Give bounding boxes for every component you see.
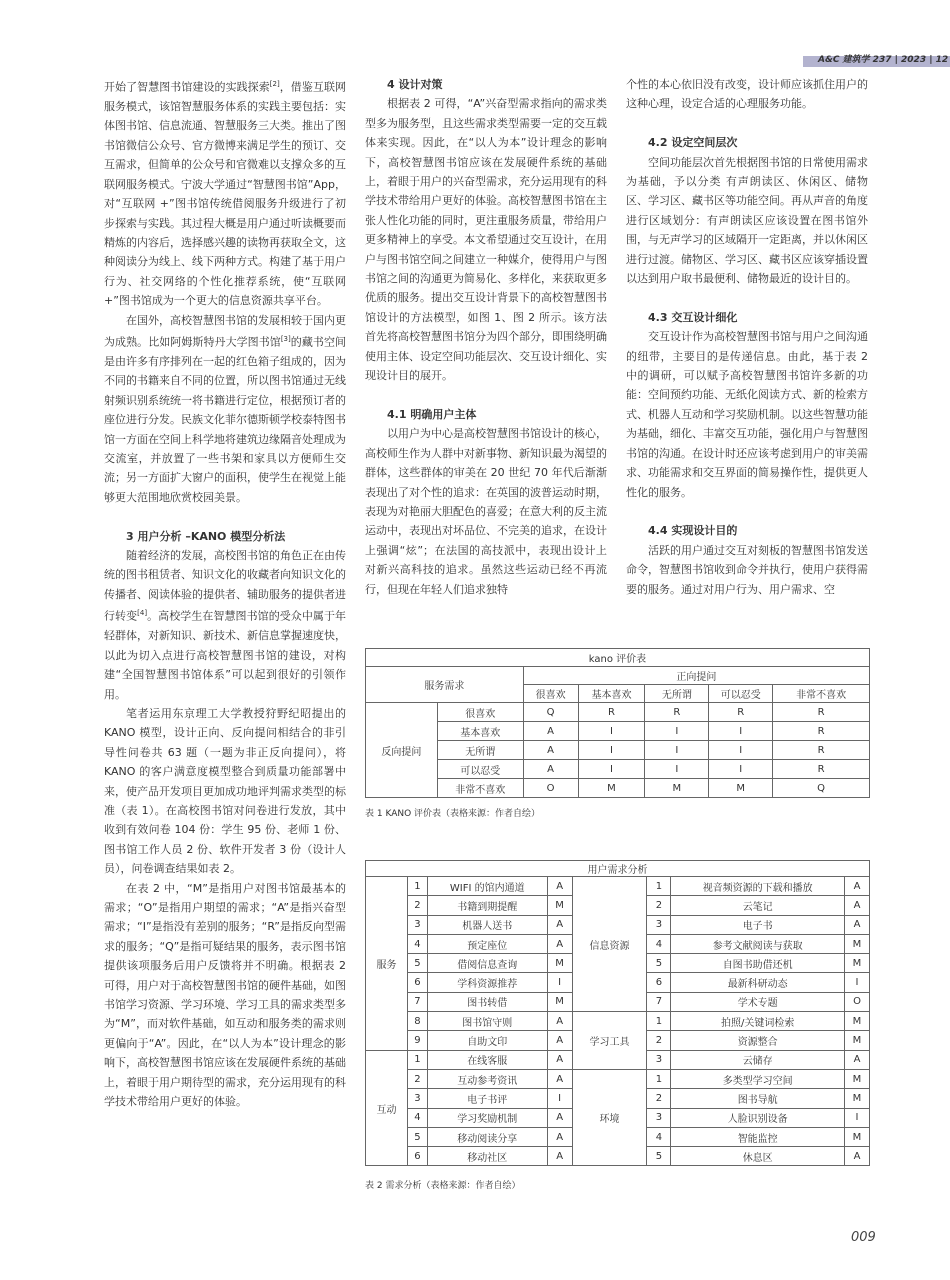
col3-paragraph-3: 交互设计作为高校智慧图书馆与用户之间沟通的纽带，主要目的是传递信息。由此，基于表 2 中的调研，可以赋予高校智慧图书馆许多新的功能：空间预约功能、无纸化阅读方式、新的检索方式、机器人互动和学习奖励机制。以这些智慧功能为基础，细化、丰富交互功能，强化用户与智慧图书馆的沟通。在设计时还应该考虑到用户的审美需求、功能需求和交互界面的简易操作性，提供更人性化的服务。: [626, 330, 868, 499]
table2-item-type: M: [547, 896, 572, 915]
table2-item-name: 电子书评: [427, 1089, 547, 1108]
table2-item-type: I: [547, 973, 572, 992]
table1-row-label: 基本喜欢: [437, 722, 523, 741]
table2-item-number: 5: [647, 954, 671, 973]
col1-paragraph-5: 在表 2 中，“M”是指用户对图书馆最基本的需求；“O”是指用户期望的需求；“A”是指兴奋型需求；“I”是指没有差别的服务；“R”是指反向型需求的服务；“Q”是指可疑结果的服务，表示图书馆提供该项服务后用户反馈将并不明确。根据表 2 可得，用户对于高校智慧图书馆的硬件基础，如图书馆学习资源、学习环境、学习工具的需求类型多为“M”，而对软件基础，如互动和服务类的需求则更偏向于“A”。因此，在“以人为本”设计理念的影响下，高校智慧图书馆应该在发展硬件系统的基础上，着眼于用户期待型的需求，充分运用现有的科学技术带给用户更好的体验。: [104, 881, 346, 1109]
section-heading-4-1: 4.1 明确用户主体: [387, 407, 477, 421]
table1-col-header: 非常不喜欢: [773, 685, 870, 703]
table2-item-name: 拍照/关键词检索: [671, 1012, 845, 1031]
table1-cell: R: [645, 703, 709, 722]
table2-item-number: 5: [647, 1147, 671, 1166]
table1-cell: R: [773, 741, 870, 760]
table2-item-name: 移动社区: [427, 1147, 547, 1166]
table2-item-number: 4: [647, 1127, 671, 1146]
table2-item-type: M: [845, 1012, 870, 1031]
table2-item-name: 预定座位: [427, 934, 547, 953]
table1-cell: R: [709, 703, 773, 722]
table1-cell: I: [645, 722, 709, 741]
table2-item-name: 书籍到期提醒: [427, 896, 547, 915]
table2-item-name: 视音频资源的下载和播放: [671, 877, 845, 896]
table2-item-number: 2: [407, 1069, 427, 1088]
table2-item-name: 图书导航: [671, 1089, 845, 1108]
table1-cell: I: [578, 722, 645, 741]
table2-item-type: M: [845, 934, 870, 953]
table1-row-label: 非常不喜欢: [437, 779, 523, 798]
table2-item-number: 6: [407, 973, 427, 992]
table2-item-name: 云储存: [671, 1050, 845, 1069]
table2-item-number: 3: [647, 1108, 671, 1127]
table2-item-number: 6: [647, 973, 671, 992]
table2-caption: 表 2 需求分析（表格来源：作者自绘）: [365, 1181, 521, 1191]
table1-cell: M: [709, 779, 773, 798]
table2-item-type: I: [547, 1089, 572, 1108]
table2-item-name: 资源整合: [671, 1031, 845, 1050]
table1-cell: I: [709, 741, 773, 760]
col1-paragraph-4: 笔者运用东京理工大学教授狩野纪昭提出的 KANO 模型，设计正向、反向提问相结合的非引导性问卷共 63 题（一题为非正反向提问），将 KANO 的客户满意度模型整合到质量功能部署中来，使产品开发项目更加成功地评判需求类型的标准（表 1）。在高校图书馆对问卷进行发放，其中收到有效问卷 104 份：学生 95 份、老师 1 份、图书馆工作人员 2 份、软件开发者 3 份（设计人员），问卷调查结果如表 2。: [104, 706, 346, 876]
table2-item-number: 2: [647, 896, 671, 915]
table2-item-type: M: [845, 1089, 870, 1108]
table2-item-type: A: [547, 877, 572, 896]
table1-cell: Q: [523, 703, 578, 722]
column-2: [365, 75, 607, 599]
kano-table: [365, 648, 870, 798]
table1-cell: R: [578, 703, 645, 722]
table2-group: 互动: [366, 1050, 408, 1166]
table2-item-type: I: [845, 973, 870, 992]
table1-cell: I: [578, 741, 645, 760]
table2-item-type: O: [845, 992, 870, 1011]
col3-paragraph-1: 个性的本心依旧没有改变，设计师应该抓住用户的这种心理，设定合适的心理服务功能。: [626, 78, 868, 111]
table2-item-type: A: [547, 1147, 572, 1166]
page-number: 009: [851, 1230, 876, 1245]
table1-col-header: 可以忍受: [709, 685, 773, 703]
table2-item-type: A: [845, 1050, 870, 1069]
table1-caption: 表 1 KANO 评价表（表格来源：作者自绘）: [365, 809, 541, 819]
table2-item-name: 自助文印: [427, 1031, 547, 1050]
table1-cell: M: [645, 779, 709, 798]
table2-item-type: A: [547, 915, 572, 934]
table1-reverse-header: 反向提问: [366, 703, 438, 798]
table1-cell: R: [773, 760, 870, 779]
table2-item-number: 1: [647, 1069, 671, 1088]
table2-item-type: M: [845, 954, 870, 973]
table2-item-number: 7: [407, 992, 427, 1011]
col1-paragraph-1: 开始了智慧图书馆建设的实践探索[2]，借鉴互联网服务模式，该馆智慧服务体系的实践主要包括：实体图书馆、信息流通、智慧服务三大类。推出了图书馆微信公众号、官方微博来满足学生的预订、交互需求，但简单的公众号和官微难以支撑众多的互联网服务模式。宁波大学通过“智慧图书馆”App，对“互联网 +”图书馆传统借阅服务升级进行了初步探索与实践。其过程大概是用户通过听读概要而精炼的内容后，选择感兴趣的读物再获取全文，这种阅读分为线上、线下两种方式。构建了基于用户行为、社交网络的个性化推荐系统，使“互联网 +”图书馆成为一个更大的信息资源共享平台。: [104, 80, 347, 308]
table2-item-type: M: [547, 954, 572, 973]
table2-item-number: 1: [407, 1050, 427, 1069]
table2-item-type: A: [547, 1050, 572, 1069]
table2-item-name: 图书馆守则: [427, 1012, 547, 1031]
table1-row-label: 无所谓: [437, 741, 523, 760]
table2-item-type: A: [547, 1127, 572, 1146]
table2-item-name: 云笔记: [671, 896, 845, 915]
table2-item-number: 4: [407, 1108, 427, 1127]
table2-item-number: 1: [407, 877, 427, 896]
table1-cell: R: [773, 703, 870, 722]
table2-group: 学习工具: [572, 1012, 647, 1070]
column-1: [104, 75, 346, 1111]
table1-cell: I: [645, 741, 709, 760]
table2-item-type: A: [547, 1031, 572, 1050]
col3-paragraph-4: 活跃的用户通过交互对刻板的智慧图书馆发送命令，智慧图书馆收到命令并执行，使用户获得需要的服务。通过对用户行为、用户需求、空: [626, 543, 868, 596]
table2-item-type: A: [845, 896, 870, 915]
table2-item-name: 互动参考资讯: [427, 1069, 547, 1088]
journal-header: A&C 建筑学 237 | 2023 | 12: [818, 55, 949, 65]
table1-cell: A: [523, 760, 578, 779]
col3-paragraph-2: 空间功能层次首先根据图书馆的日常使用需求为基础，予以分类 有声朗读区、休闲区、储物区、学习区、藏书区等功能空间。再从声音的角度进行区域划分：有声朗读区应该设置在图书馆外围，与无声学习的区域隔开一定距离，并以休闲区进行过渡。储物区、学习区、藏书区应该穿插设置以达到用户取书最便利、储物最近的设计目的。: [626, 155, 868, 286]
table2-item-name: 休息区: [671, 1147, 845, 1166]
col2-paragraph-1: 根据表 2 可得，“A”兴奋型需求指向的需求类型多为服务型，且这些需求类型需要一定的交互载体来实现。因此，在“以人为本”设计理念的影响下，高校智慧图书馆应该在发展硬件系统的基础上，着眼于用户的兴奋型需求，充分运用现有的科学技术带给用户更好的体验。高校智慧图书馆在主张人性化功能的同时，更注重服务质量，带给用户更多精神上的享受。本文希望通过交互设计，在用户与图书馆空间之间建立一种媒介，使得用户与图书馆之间的沟通更为简易化、多样化，来获取更多优质的服务。提出交互设计背景下的高校智慧图书馆设计的方法模型，如图 1、图 2 所示。该方法首先将高校智慧图书馆分为四个部分，即围绕明确使用主体、设定空间功能层次、交互设计细化、实现设计目的展开。: [365, 97, 607, 383]
table2-item-number: 5: [407, 954, 427, 973]
section-heading-4-2: 4.2 设定空间层次: [648, 136, 738, 150]
table2-item-name: 学习奖励机制: [427, 1108, 547, 1127]
table1-row-label: 可以忍受: [437, 760, 523, 779]
table2-item-number: 1: [647, 1012, 671, 1031]
table2-item-number: 2: [647, 1089, 671, 1108]
table2-item-number: 3: [647, 915, 671, 934]
table2-item-type: A: [845, 915, 870, 934]
table1-col-header: 很喜欢: [523, 685, 578, 703]
table2-item-number: 3: [407, 915, 427, 934]
section-heading-4-4: 4.4 实现设计目的: [648, 524, 738, 538]
table2-item-number: 2: [647, 1031, 671, 1050]
table2-item-name: 自图书助借还机: [671, 954, 845, 973]
table2-item-number: 2: [407, 896, 427, 915]
table2-item-type: M: [845, 1127, 870, 1146]
table2-item-number: 5: [407, 1127, 427, 1146]
table2-item-name: 图书转借: [427, 992, 547, 1011]
table1-cell: I: [645, 760, 709, 779]
table2-item-name: 移动阅读分享: [427, 1127, 547, 1146]
table2-item-type: A: [547, 1012, 572, 1031]
table1-forward-header: 正向提问: [523, 667, 869, 685]
table2-title: 用户需求分析: [366, 861, 870, 877]
table2-item-name: 借阅信息查询: [427, 954, 547, 973]
table1-cell: O: [523, 779, 578, 798]
table2-item-type: A: [547, 1108, 572, 1127]
table2-item-name: 机器人送书: [427, 915, 547, 934]
table2-item-type: A: [547, 1069, 572, 1088]
table1-cell: Q: [773, 779, 870, 798]
table1-cell: M: [578, 779, 645, 798]
table1-cell: I: [709, 722, 773, 741]
table2-group: 信息资源: [572, 877, 647, 1012]
table2-item-name: 参考文献阅读与获取: [671, 934, 845, 953]
section-heading-4-3: 4.3 交互设计细化: [648, 310, 738, 324]
table1-title: kano 评价表: [366, 649, 870, 667]
table1-cell: I: [709, 760, 773, 779]
table2-item-number: 6: [407, 1147, 427, 1166]
table2-item-number: 7: [647, 992, 671, 1011]
table1-cell: I: [578, 760, 645, 779]
table1-col-header: 基本喜欢: [578, 685, 645, 703]
table2-item-name: 学科资源推荐: [427, 973, 547, 992]
table1-service-need: 服务需求: [366, 667, 524, 703]
col2-paragraph-2: 以用户为中心是高校智慧图书馆设计的核心，高校师生作为人群中对新事物、新知识最为渴望的群体，这些群体的审美在 20 世纪 70 年代后渐渐表现出了对个性的追求：在英国的波普运动时期，表现为对艳丽大胆配色的喜爱；在意大利的反主流运动中，表现出对坏品位、不完美的追求，在设计上强调“炫”；在法国的高技派中，表现出设计上对新兴高科技的追求。虽然这些运动已经不再流行，但现在年轻人们追求独特: [365, 427, 607, 596]
needs-analysis-table: [365, 860, 870, 1166]
table2-group: 环境: [572, 1069, 647, 1165]
col1-paragraph-2: 在国外，高校智慧图书馆的发展相较于国内更为成熟。比如阿姆斯特丹大学图书馆[3]的藏书空间是由许多有序排列在一起的红色箱子组成的，因为不同的书籍来自不同的位置，所以图书馆通过无线射频识别系统统一将书籍进行定位，根据预订者的座位进行分发。民族文化菲尔德斯顿学校泰特图书馆一方面在空间上科学地将建筑边缘隔音处理成为交流室，并放置了一些书架和家具以方便师生交流；另一方面扩大窗户的面积，使学生在视觉上能够更大范围地欣赏校园美景。: [104, 313, 347, 504]
table1-cell: R: [773, 722, 870, 741]
table1-cell: A: [523, 722, 578, 741]
table2-item-type: M: [845, 1031, 870, 1050]
table2-item-name: WIFI 的馆内通道: [427, 877, 547, 896]
table2-item-type: A: [845, 877, 870, 896]
table2-item-type: M: [547, 992, 572, 1011]
table2-item-number: 8: [407, 1012, 427, 1031]
table2-item-name: 电子书: [671, 915, 845, 934]
table2-item-name: 最新科研动态: [671, 973, 845, 992]
table2-item-number: 9: [407, 1031, 427, 1050]
table2-item-type: A: [547, 934, 572, 953]
table2-item-type: M: [845, 1069, 870, 1088]
table1-col-header: 无所谓: [645, 685, 709, 703]
table2-item-number: 1: [647, 877, 671, 896]
table2-item-name: 智能监控: [671, 1127, 845, 1146]
table2-item-number: 3: [647, 1050, 671, 1069]
table2-item-name: 人脸识别设备: [671, 1108, 845, 1127]
table2-item-type: I: [845, 1108, 870, 1127]
column-3: [626, 75, 868, 599]
table2-item-name: 学术专题: [671, 992, 845, 1011]
table1-cell: A: [523, 741, 578, 760]
table1-row-label: 很喜欢: [437, 703, 523, 722]
section-heading-3: 3 用户分析 –KANO 模型分析法: [126, 529, 286, 543]
table2-item-name: 在线客服: [427, 1050, 547, 1069]
table2-item-number: 3: [407, 1089, 427, 1108]
col1-paragraph-3: 随着经济的发展，高校图书馆的角色正在由传统的图书租赁者、知识文化的收藏者向知识文化的传播者、阅读体验的提供者、辅助服务的提供者进行转变[4]。高校学生在智慧图书馆的受众中属于年轻群体，对新知识、新技术、新信息掌握速度快，以此为切入点进行高校智慧图书馆的建设，对构建“全国智慧图书馆体系”可以起到很好的引领作用。: [104, 549, 347, 701]
table2-group: 服务: [366, 877, 408, 1051]
table2-item-type: A: [845, 1147, 870, 1166]
table2-item-name: 多类型学习空间: [671, 1069, 845, 1088]
table2-item-number: 4: [647, 934, 671, 953]
section-heading-4: 4 设计对策: [387, 78, 443, 91]
table2-item-number: 4: [407, 934, 427, 953]
